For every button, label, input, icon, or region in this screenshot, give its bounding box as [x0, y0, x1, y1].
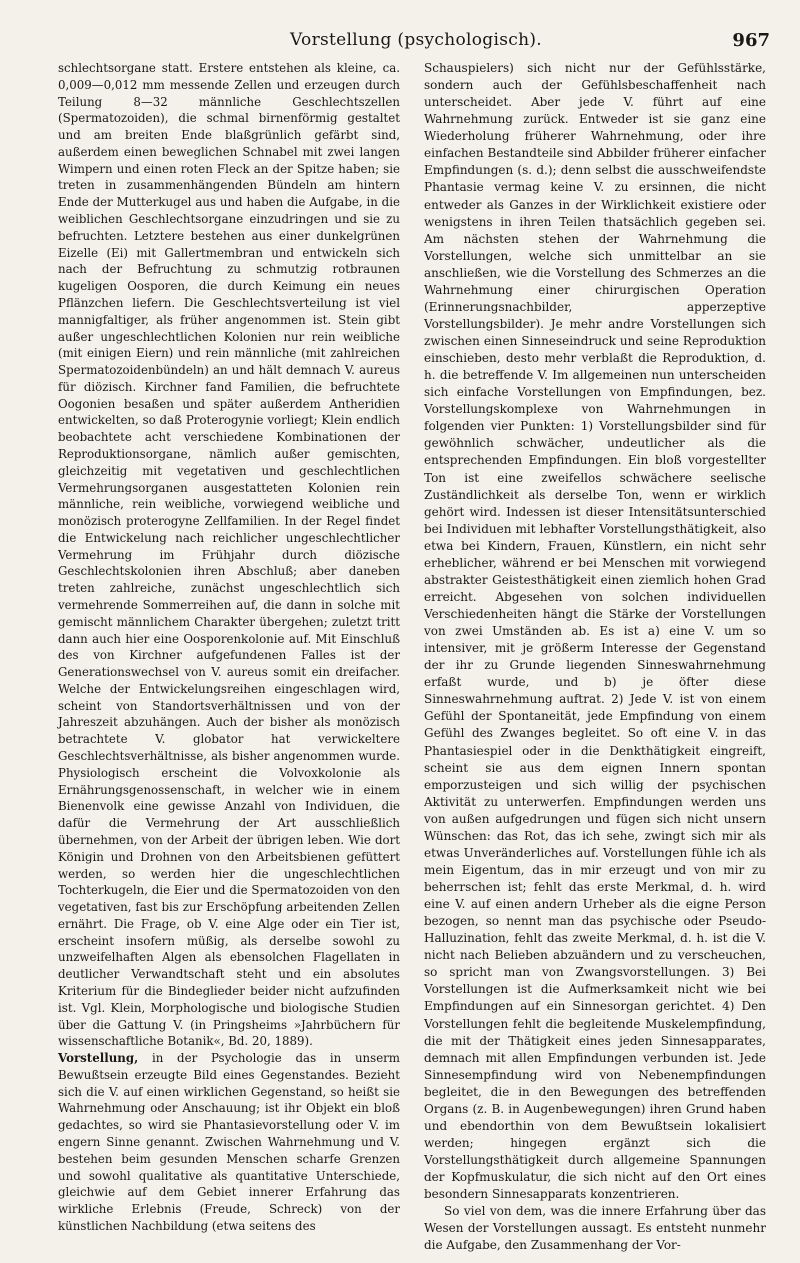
page-header: [62, 30, 770, 58]
column-divider: [411, 62, 412, 1262]
right-paragraph-1: Schauspielers) sich nicht nur der Gefühlsstärke, sondern auch der Gefühlsbeschaffenheit nach unterscheidet. Aber jede V. führt auf eine Wahrnehmung zurück. Entweder ist sie ganz eine Wiederholung früherer Wahrnehmung, oder ihre einfachen Bestandteile sind Abbilder früherer einfacher Empfindungen (s. d.); denn selbst die ausschweifendste Phantasie vermag keine V. zu ersinnen, die nicht entweder als Ganzes in der Wirklichkeit existiere oder wenigstens in ihren Teilen thatsächlich gegeben sei. Am nächsten stehen der Wahrnehmung die Vorstellungen, welche sich unmittelbar an sie anschließen, wie die Vorstellung des Schmerzes an die Wahrnehmung einer chirurgischen Operation (Erinnerungsnachbilder, apperzeptive Vorstellungsbilder). Je mehr andre Vorstellungen sich zwischen einen Sinneseindruck und seine Reproduktion einschieben, desto mehr verblaßt die Reproduktion, d. h. die betreffende V. Im allgemeinen nun unterscheiden sich einfache Vorstellungen von Empfindungen, bez. Vorstellungskomplexe von Wahrnehmungen in folgenden vier Punkten: 1) Vorstellungsbilder sind für gewöhnlich schwächer, undeutlicher als die entsprechenden Empfindungen. Ein bloß vorgestellter Ton ist eine zweifellos schwächere seelische Zuständlichkeit als derselbe Ton, wenn er wirklich gehört wird. Indessen ist dieser Intensitätsunterschied bei Individuen mit lebhafter Vorstellungsthätigkeit, also etwa bei Kindern, Frauen, Künstlern, ein nicht sehr erheblicher, während er bei Menschen mit vorwiegend abstrakter Geistesthätigkeit einen ziemlich hohen Grad erreicht. Abgesehen von solchen individuellen Verschiedenheiten hängt die Stärke der Vorstellungen von zwei Umständen ab. Es ist a) eine V. um so intensiver, mit je größerm Interesse der Gegenstand der ihr zu Grunde liegenden Sinneswahrnehmung erfaßt wurde, und b) je öfter diese Sinneswahrnehmung auftrat. 2) Jede V. ist von einem Gefühl der Spontaneität, jede Empfindung von einem Gefühl des Zwanges begleitet. So oft eine V. in das Phantasiespiel oder in die Denkthätigkeit eingreift, scheint sie aus dem eignen Innern spontan emporzusteigen und sich willig der psychischen Aktivität zu unterwerfen. Empfindungen werden uns von außen aufgedrungen und fügen sich nicht unsern Wünschen: das Rot, das ich sehe, zwingt sich mir als etwas Unveränderliches auf. Vorstellungen fühle ich als mein Eigentum, das in mir erzeugt und von mir zu beherrschen ist; fehlt das erste Merkmal, d. h. wird eine V. auf einen andern Urheber als die eigne Person bezogen, so nennt man das psychische oder Pseudo-Halluzination, fehlt das zweite Merkmal, d. h. ist die V. nicht nach Belieben abzuändern und zu verscheuchen, so spricht man von Zwangsvorstellungen. 3) Bei Vorstellungen ist die Aufmerksamkeit nicht wie bei Empfindungen auf ein Sinnesorgan gerichtet. 4) Den Vorstellungen fehlt die begleitende Muskelempfindung, die mit der Thätigkeit eines jeden Sinnesapparates, demnach mit allen Empfindungen verbunden ist. Jede Sinnesempfindung wird von Nebenempfindungen begleitet, die in den Bewegungen des betreffenden Organs (z. B. in Augenbewegungen) ihren Grund haben und ebendorthin von dem Bewußtsein lokalisiert werden; hingegen ergänzt sich die Vorstellungsthätigkeit durch allgemeine Spannungen der Kopfmuskulatur, die sich nicht auf den Ort eines besondern Sinnesapparats konzentrieren.: [424, 61, 766, 1202]
running-title: Vorstellung (psychologisch).: [290, 30, 542, 50]
right-paragraph-2: So viel von dem, was die innere Erfahrung über das Wesen der Vorstellungen aussagt. Es entsteht nunmehr die Aufgabe, den Zusammenhang der Vor-: [424, 1204, 766, 1253]
right-column: [424, 60, 766, 1254]
entry-body: in der Psychologie das in unserm Bewußtsein erzeugte Bild eines Gegenstandes. Bezieht sich die V. auf einen wirklichen Gegenstand, so heißt sie Wahrnehmung oder Anschauung; ist ihr Objekt ein bloß gedachtes, so wird sie Phantasievorstellung oder V. im engern Sinne genannt. Zwischen Wahrnehmung und V. bestehen beim gesunden Menschen scharfe Grenzen und sowohl qualitative als quantitative Unterschiede, gleichwie auf dem Gebiet innerer Erfahrung das wirkliche Erlebnis (Freude, Schreck) von der künstlichen Nachbildung (etwa seitens des: [58, 1051, 400, 1233]
volvox-continuation-paragraph: schlechtsorgane statt. Erstere entstehen als kleine, ca. 0,009—0,012 mm messende Zellen und erzeugen durch Teilung 8—32 männliche Geschlechtszellen (Spermatozoiden), die schmal birnenförmig gestaltet und am breiten Ende blaßgrünlich gefärbt sind, außerdem einen beweglichen Schnabel mit zwei langen Wimpern und einen roten Fleck an der Spitze haben; sie treten in zusammenhängenden Bündeln am hintern Ende der Mutterkugel aus und haben die Aufgabe, in die weiblichen Geschlechtsorgane einzudringen und sie zu befruchten. Letztere bestehen aus einer dunkelgrünen Eizelle (Ei) mit Gallertmembran und entwickeln sich nach der Befruchtung zu schmutzig rotbraunen kugeligen Oosporen, die durch Keimung ein neues Pflänzchen liefern. Die Geschlechtsverteilung ist viel mannigfaltiger, als früher angenommen ist. Stein gibt außer ungeschlechtlichen Kolonien nur rein weibliche (mit einigen Eiern) und rein männliche (mit zahlreichen Spermatozoidenbündeln) an und hält demnach V. aureus für diözisch. Kirchner fand Familien, die befruchtete Oogonien besaßen und später außerdem Antheridien entwickelten, so daß Proterogynie vorliegt; Klein endlich beobachtete acht verschiedene Kombinationen der Reproduktionsorgane, nämlich außer gemischten, gleichzeitig mit vegetativen und geschlechtlichen Vermehrungsorganen ausgestatteten Kolonien rein männliche, rein weibliche, vorwiegend weibliche und monözisch proterogyne Zellfamilien. In der Regel findet die Entwickelung nach reichlicher ungeschlechtlicher Vermehrung im Frühjahr durch diözische Geschlechtskolonien ihren Abschluß; aber daneben treten zahlreiche, zunächst ungeschlechtlich sich vermehrende Sommerreihen auf, die dann in solche mit gemischt männlichem Charakter übergehen; zuletzt tritt dann auch hier eine Oosporenkolonie auf. Mit Einschluß des von Kirchner aufgefundenen Falles ist der Generationswechsel von V. aureus somit ein dreifacher. Welche der Entwickelungsreihen eingeschlagen wird, scheint von Standortsverhältnissen und von der Jahreszeit abzuhängen. Auch der bisher als monözisch betrachtete V. globator hat verwickeltere Geschlechtsverhältnisse, als bisher angenommen wurde. Physiologisch erscheint die Volvoxkolonie als Ernährungsgenossenschaft, in welcher wie in einem Bienenvolk eine gewisse Anzahl von Individuen, die dafür die Vermehrung der Art ausschließlich übernehmen, von der Arbeit der übrigen leben. Wie dort Königin und Drohnen von den Arbeitsbienen gefüttert werden, so werden hier die ungeschlechtlichen Tochterkugeln, die Eier und die Spermatozoiden von den vegetativen, fast bis zur Erschöpfung arbeitenden Zellen ernährt. Die Frage, ob V. eine Alge oder ein Tier ist, erscheint insofern müßig, als derselbe sowohl zu unzweifelhaften Algen als ebensolchen Flagellaten in deutlicher Verwandtschaft steht und ein absolutes Kriterium für die Bindeglieder beider nicht aufzufinden ist. Vgl. Klein, Morphologische und biologische Studien über die Gattung V. (in Pringsheims »Jahrbüchern für wissenschaftliche Botanik«, Bd. 20, 1889).: [58, 61, 400, 1049]
entry-headword: Vorstellung,: [58, 1051, 139, 1066]
vorstellung-entry: [58, 1050, 400, 1235]
page-number: 967: [732, 30, 770, 51]
left-column: [58, 60, 400, 1235]
